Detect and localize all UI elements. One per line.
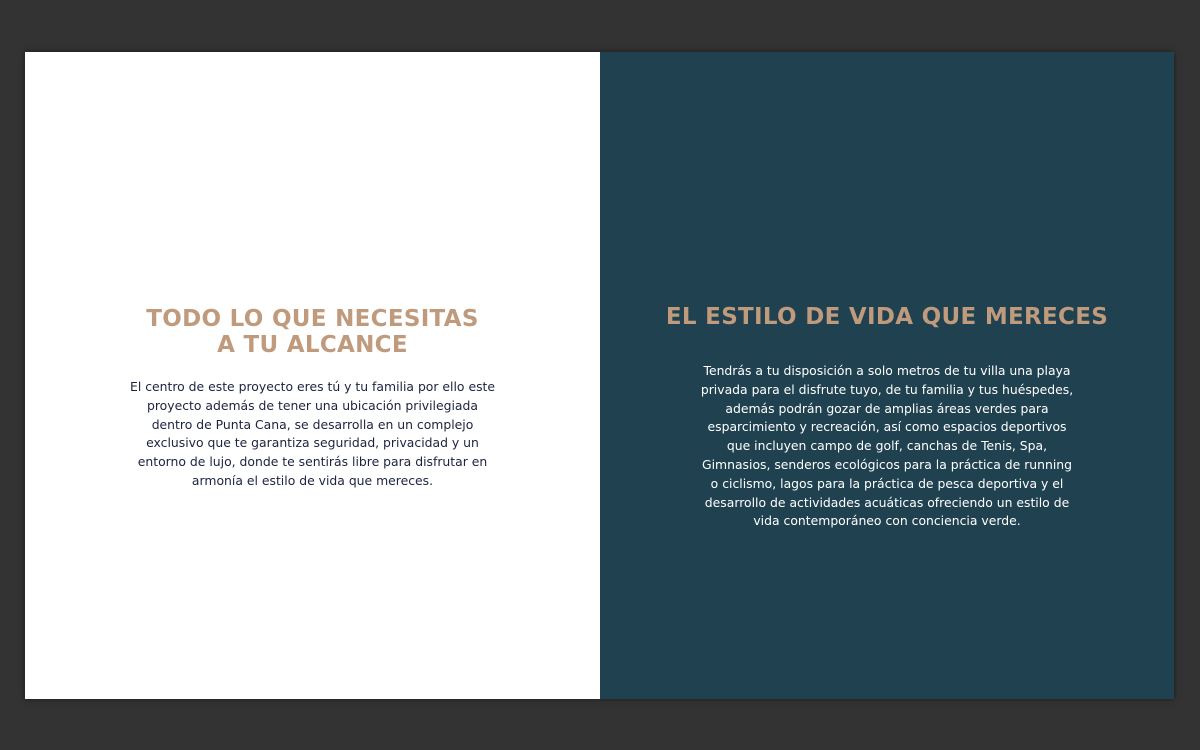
right-page-heading bbox=[600, 304, 1174, 330]
right-page-body bbox=[677, 362, 1097, 531]
right-page bbox=[600, 52, 1174, 699]
right-body-line: privada para el disfrute tuyo, de tu familia y tus huéspedes, bbox=[700, 381, 1074, 397]
left-body-line: entorno de lujo, donde te sentirás libre para disfrutar en bbox=[137, 454, 488, 470]
right-content-block bbox=[600, 304, 1174, 531]
right-body-line: Tendrás a tu disposición a solo metros de tu villa una playa bbox=[703, 363, 1071, 378]
right-body-line: Gimnasios, senderos ecológicos para la práctica de running bbox=[701, 456, 1073, 472]
right-body-line: desarrollo de actividades acuáticas ofreciendo un estilo de bbox=[704, 494, 1070, 510]
right-body-line: que incluyen campo de golf, canchas de Tenis, Spa, bbox=[726, 438, 1048, 454]
left-heading-line: TODO LO QUE NECESITAS bbox=[146, 306, 479, 332]
left-body-line: exclusivo que te garantiza seguridad, privacidad y un bbox=[146, 435, 479, 451]
left-page-body bbox=[103, 378, 523, 491]
left-body-line: proyecto además de tener una ubicación privilegiada bbox=[146, 397, 478, 413]
left-body-line: armonía el estilo de vida que mereces. bbox=[191, 472, 434, 488]
left-heading-line: A TU ALCANCE bbox=[217, 332, 408, 358]
left-body-line: El centro de este proyecto eres tú y tu familia por ello este bbox=[129, 379, 496, 394]
right-body-line: esparcimiento y recreación, así como espacios deportivos bbox=[707, 419, 1067, 435]
right-body-line: además podrán gozar de amplias áreas verdes para bbox=[725, 400, 1049, 416]
right-heading-line: EL ESTILO DE VIDA QUE MERECES bbox=[665, 304, 1109, 330]
left-page bbox=[25, 52, 600, 699]
right-body-line: o ciclismo, lagos para la práctica de pesca deportiva y el bbox=[710, 475, 1064, 491]
left-body-line: dentro de Punta Cana, se desarrolla en un complejo bbox=[151, 416, 474, 432]
left-page-heading bbox=[25, 306, 600, 358]
right-body-line: vida contemporáneo con conciencia verde. bbox=[753, 513, 1021, 529]
left-content-block bbox=[25, 306, 600, 491]
page-spread bbox=[25, 52, 1174, 699]
